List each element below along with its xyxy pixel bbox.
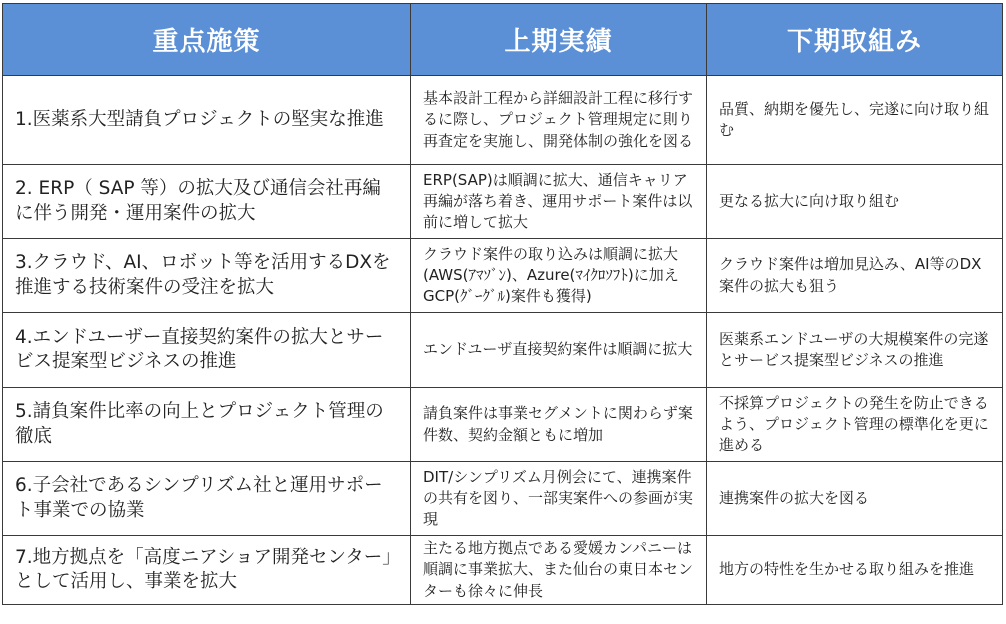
plan-cell: 更なる拡大に向け取り組む bbox=[707, 165, 1003, 239]
table-row bbox=[3, 313, 1003, 388]
result-cell: 請負案件は事業セグメントに関わらず案件数、契約金額ともに増加 bbox=[411, 388, 707, 462]
plan-cell: 地方の特性を生かせる取り組みを推進 bbox=[707, 536, 1003, 605]
plan-cell: 連携案件の拡大を図る bbox=[707, 462, 1003, 536]
header-key-measures: 重点施策 bbox=[3, 4, 411, 76]
result-cell: 基本設計工程から詳細設計工程に移行するに際し、プロジェクト管理規定に則り再査定を実施し、開発体制の強化を図る bbox=[411, 76, 707, 165]
result-cell: エンドユーザ直接契約案件は順調に拡大 bbox=[411, 313, 707, 388]
plan-cell: 医薬系エンドユーザの大規模案件の完遂とサービス提案型ビジネスの推進 bbox=[707, 313, 1003, 388]
policy-cell: 7.地方拠点を「高度ニアショア開発センター」として活用し、事業を拡大 bbox=[3, 536, 411, 605]
table-row bbox=[3, 536, 1003, 605]
policy-cell: 3.クラウド、AI、ロボット等を活用するDXを推進する技術案件の受注を拡大 bbox=[3, 239, 411, 313]
header-first-half-results: 上期実績 bbox=[411, 4, 707, 76]
policy-cell: 5.請負案件比率の向上とプロジェクト管理の徹底 bbox=[3, 388, 411, 462]
result-cell: 主たる地方拠点である愛媛カンパニーは順調に事業拡大、また仙台の東日本センターも徐々に伸長 bbox=[411, 536, 707, 605]
table-row bbox=[3, 388, 1003, 462]
policy-cell: 2. ERP（ SAP 等）の拡大及び通信会社再編に伴う開発・運用案件の拡大 bbox=[3, 165, 411, 239]
table-row bbox=[3, 165, 1003, 239]
header-second-half-plans: 下期取組み bbox=[707, 4, 1003, 76]
table-row bbox=[3, 239, 1003, 313]
result-cell: DIT/シンプリズム月例会にて、連携案件の共有を図り、一部実案件への参画が実現 bbox=[411, 462, 707, 536]
policy-cell: 4.エンドユーザー直接契約案件の拡大とサービス提案型ビジネスの推進 bbox=[3, 313, 411, 388]
result-cell: クラウド案件の取り込みは順調に拡大(AWS(ｱﾏｿﾞﾝ)、Azure(ﾏｲｸﾛｿﾌﾄ)に加えGCP(ｸﾞｰｸﾞﾙ)案件も獲得) bbox=[411, 239, 707, 313]
table-row bbox=[3, 76, 1003, 165]
plan-cell: 不採算プロジェクトの発生を防止できるよう、プロジェクト管理の標準化を更に進める bbox=[707, 388, 1003, 462]
plan-cell: クラウド案件は増加見込み、AI等のDX案件の拡大も狙う bbox=[707, 239, 1003, 313]
result-cell: ERP(SAP)は順調に拡大、通信キャリア再編が落ち着き、運用サポート案件は以前に増して拡大 bbox=[411, 165, 707, 239]
policy-cell: 6.子会社であるシンプリズム社と運用サポート事業での協業 bbox=[3, 462, 411, 536]
header-row bbox=[3, 4, 1003, 76]
policy-cell: 1.医薬系大型請負プロジェクトの堅実な推進 bbox=[3, 76, 411, 165]
table-row bbox=[3, 462, 1003, 536]
measures-table bbox=[2, 3, 1003, 605]
measures-table-container bbox=[2, 3, 1004, 605]
plan-cell: 品質、納期を優先し、完遂に向け取り組む bbox=[707, 76, 1003, 165]
